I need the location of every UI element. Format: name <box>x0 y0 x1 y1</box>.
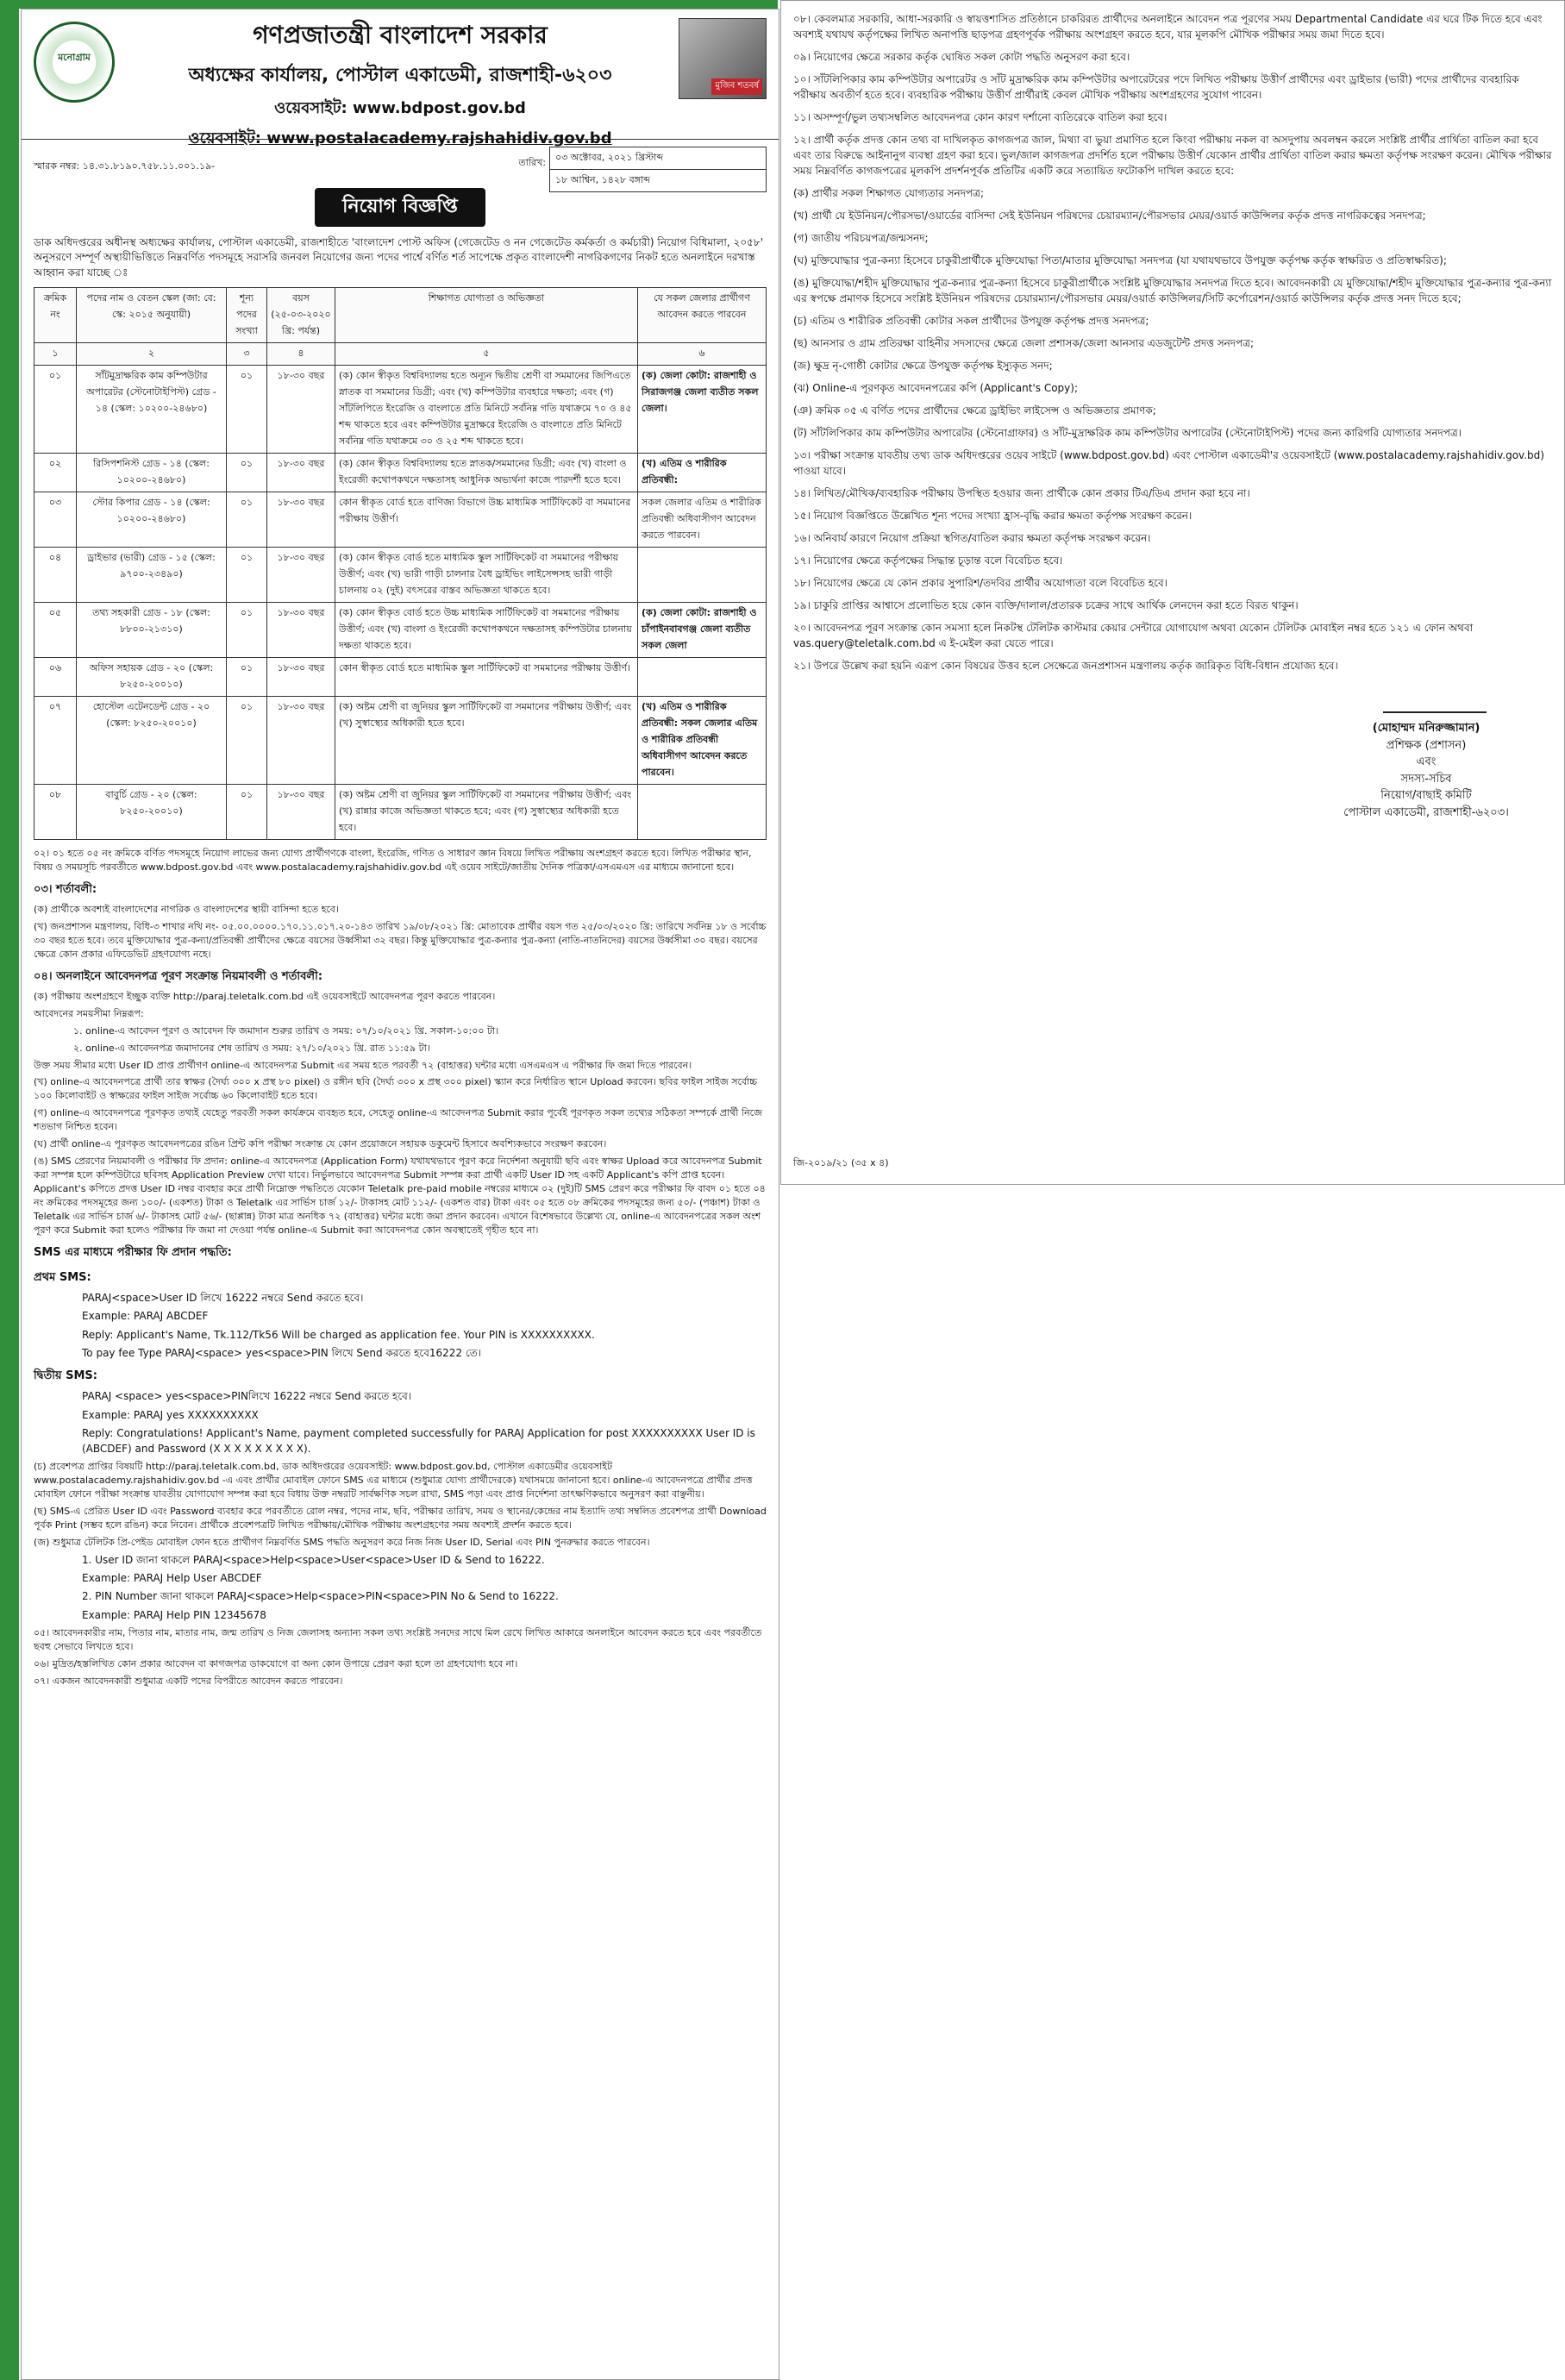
recovery-line2: 2. PIN Number জানা থাকলে PARAJ<space>Help<space>PIN<space>PIN No & Send to 16222. <box>82 1590 559 1603</box>
signatory-title-2: এবং <box>1416 755 1437 768</box>
deadline-end: ২. online-এ আবেদনপত্র জমাদানের শেষ তারিখ ও সময়: ২৭/১০/২০২১ খ্রি. রাত ১১:৫৯ টা। <box>73 1042 430 1054</box>
sms1-title: প্রথম SMS: <box>34 1270 91 1284</box>
table-row: ০৭ হোস্টেল এটেনডেন্ট গ্রেড - ২০ (স্কেল: ৮২৫০-২০০১০) ০১ ১৮-৩০ বছর (ক) অষ্টম শ্রেণী বা জুনিয়র স্কুল সার্টিফিকেট বা সমমানের পরীক্ষায় উত্তীর্ণ; এবং (খ) সুস্বাস্থ্যের অধিকারী হতে হবে। (খ) এতিম ও শারীরিক প্রতিবন্ধী: সকল জেলার এতিম ও শারীরিক প্রতিবন্ধী অধিবাসীগণ আবেদন করতে পারবেন। <box>34 697 767 785</box>
clause-21: ২১। উপরে উল্লেখ করা হয়নি এরূপ কোন বিষয়ের উত্তব হলে সেক্ষেত্রে জনপ্রশাসন মন্ত্রণালয় কর্তৃক জারিকৃত বিধি-বিধান প্রযোজ্য হবে। <box>793 660 1338 672</box>
clause-03-b: (খ) জনপ্রশাসন মন্ত্রণালয়, বিধি-৩ শাখার নথি নং- ০৫.০০.০০০০.১৭০.১১.০১৭.২০-১৪৩ তারিখ ১৯/০৮/২০২১ খ্রি: মোতাবেক প্রার্থীর বয়স গত ২৫/০৩/২০২০ খ্রি: তারিখে সর্বনিম্ন ১৮ ও সর্বোচ্চ ৩০ বছর হতে হবে। তবে মুক্তিযোদ্ধার পুত্র-কন্যা/প্রতিবন্ধী প্রার্থীদের ক্ষেত্রে বয়সের উর্ধ্বসীমা ৩২ বছর। কিন্তু মুক্তিযোদ্ধার পুত্র-কন্যার পুত্র-কন্যা (নাতি-নাতনিদের) বয়সের উর্ধ্বসীমা ৩০ বছর। বয়সের ক্ষেত্রে কোন প্রকার এফিডেভিট গ্রহণযোগ্য নহে। <box>34 920 767 960</box>
government-emblem-icon: মনোগ্রাম <box>34 22 115 103</box>
clause-19: ১৯। চাকুরি প্রাপ্তির আশ্বাসে প্রলোভিত হয়ে কোন ব্যক্তি/দালাল/প্রতারক চক্রের সাথে আর্থিক লেনদেন করা হতে বিরত থাকুন। <box>793 599 1299 611</box>
clause-17: ১৭। নিয়োগের ক্ষেত্রে কর্তৃপক্ষের সিদ্ধান্ত চূড়ান্ত বলে বিবেচিত হবে। <box>793 554 1063 567</box>
clause-04-ch: (চ) প্রবেশপত্র প্রাপ্তির বিষয়টি http://paraj.teletalk.com.bd, ডাক অধিদপ্তরের ওয়েবসাইট: www.bdpost.gov.bd, পোস্টাল একাডেমীর ওয়েবসাইট www.postalacademy.rajshahidiv.gov.bd -এ এবং প্রার্থীর মোবাইল ফোনে SMS এর মাধ্যমে (শুধুমাত্র যোগ্য প্রার্থীদেরকে) যথাসময়ে জানানো হবে। online-এ আবেদনপত্রে প্রার্থীর প্রদত্ত মোবাইল ফোনে পরীক্ষা সংক্রান্ত যাবতীয় যোগাযোগ সম্পন্ন করা হবে বিধায় উক্ত নম্বরটি সার্বক্ষণিক সচল রাখা, SMS পড়া এবং প্রাপ্ত নির্দেশনা তাৎক্ষণিকভাবে অনুসরণ করা বাঞ্ছনীয়। <box>34 1460 753 1500</box>
clause-04-a: (ক) পরীক্ষায় অংশগ্রহণে ইচ্ছুক ব্যক্তি http://paraj.teletalk.com.bd এই ওয়েবসাইটে আবেদনপত্র পূরণ করতে পারবেন। <box>34 990 496 1002</box>
clause-18: ১৮। নিয়োগের ক্ষেত্রে যে কোন প্রকার সুপারিশ/তদবির প্রার্থীর অযোগ্যতা বলে বিবেচিত হবে। <box>793 577 1167 589</box>
doc-cha: (চ) এতিম ও শারীরিক প্রতিবন্ধী কোটার সকল প্রার্থীদের উপযুক্ত কর্তৃপক্ষ প্রদত্ত সনদপত্র; <box>793 315 1149 327</box>
sms-method-title: SMS এর মাধ্যমে পরীক্ষার ফি প্রদান পদ্ধতি: <box>34 1245 232 1259</box>
deadline-start: ১. online-এ আবেদন পূরণ ও আবেদন ফি জমাদান শুরুর তারিখ ও সময়: ০৭/১০/২০২১ খ্রি. সকাল-১০:০০ টা। <box>73 1024 499 1037</box>
clause-04-b: (খ) online-এ আবেদনপত্রে প্রার্থী তার স্বাক্ষর (দৈর্ঘ্য ৩০০ x প্রস্থ ৮০ pixel) ও রঙ্গীন ছবি (দৈর্ঘ্য ৩০০ x প্রস্থ ৩০০ pixel) স্ক্যান করে নির্ধারিত স্থানে Upload করবেন। ছবির ফাইল সাইজ সর্বোচ্চ ১০০ কিলোবাইট ও স্বাক্ষরের ফাইল সাইজ সর্বোচ্চ ৬০ কিলোবাইট হতে হবে। <box>34 1076 758 1102</box>
table-row: ০২ রিসিপশনিস্ট গ্রেড - ১৪ (স্কেল: ১০২০০-২৪৬৮০) ০১ ১৮-৩০ বছর (ক) কোন স্বীকৃত বিশ্ববিদ্যালয় হতে স্নাতক/সমমানের ডিগ্রী; এবং (খ) বাংলা ও ইংরেজী কথোপকথনে দক্ষতাসহ আধুনিক অভ্যর্থনা কাজে পারদর্শী হতে হবে। (খ) এতিম ও শারীরিক প্রতিবন্ধী: <box>34 454 767 492</box>
top-border-strip <box>19 0 778 9</box>
sms1-line2: Example: PARAJ ABCDEF <box>82 1310 209 1323</box>
doc-ta: (ট) সাঁটলিপিকার কাম কম্পিউটার অপারেটর (স্টেনোগ্রাফার) ও সাঁট-মুদ্রাক্ষরিক কাম কম্পিউটার অপারেটর (স্টেনোটাইপিস্ট) পদের জন্য কারিগরি যোগ্যতার সনদপত্র। <box>793 427 1462 439</box>
signatory-name: (মোহাম্মদ মনিরুজ্জামান) <box>1372 722 1480 735</box>
table-header-row <box>34 288 767 343</box>
notice-page-right <box>780 0 1565 1185</box>
col-qualification: শিক্ষাগত যোগ্যতা ও অভিজ্ঞতা <box>335 288 638 343</box>
clause-20: ২০। আবেদনপত্র পূরণ সংক্রান্ত কোন সমস্যা হলে নিকটস্থ টেলিটক কাস্টমার কেয়ার সেন্টারে যোগাযোগ অথবা যেকোন টেলিটক মোবাইল নম্বর হতে ১২১ এ ফোন অথবা vas.query@teletalk.com.bd এ ই-মেইল করা যেতে পারে। <box>793 622 1474 649</box>
doc-nya: (ঞ) ক্রমিক ০৫ এ বর্ণিত পদের প্রার্থীদের ক্ষেত্রে ড্রাইভিং লাইসেন্স ও অভিজ্ঞতার প্রমাণক; <box>793 404 1156 416</box>
doc-ga: (গ) জাতীয় পরিচয়পত্র/জন্মসনদ; <box>793 232 929 244</box>
recovery-line2-example: Example: PARAJ Help PIN 12345678 <box>82 1608 266 1621</box>
clause-10: ১০। সাঁটলিপিকার কাম কম্পিউটার অপারেটর ও সাঁট মুদ্রাক্ষরিক কাম কম্পিউটার অপারেটরের পদে লিখিত পরীক্ষায় উত্তীর্ণ প্রার্থীদের এবং ড্রাইভার (ভারী) পদের প্রার্থীদের ব্যবহারিক পরীক্ষায় অবতীর্ণ হতে হবে। ব্যবহারিক পরীক্ষায় উত্তীর্ণ প্রার্থীরাই কেবল মৌখিক পরীক্ষায় অংশগ্রহণের সুযোগ পাবেন। <box>793 73 1519 101</box>
clause-04-e: (ঙ) SMS প্রেরণের নিয়মাবলী ও পরীক্ষার ফি প্রদান: online-এ আবেদনপত্র (Application Form) যথাযথভাবে পূরণ করে নির্দেশনা অনুযায়ী ছবি এবং স্বাক্ষর Upload করে আবেদনপত্র Submit করা সম্পন্ন হলে কম্পিউটারে ছবিসহ Application Preview দেখা যাবে। নির্ভুলভাবে আবেদনপত্র Submit সম্পন্ন করা প্রার্থী একটি User ID সহ একটি Applicant's কপি প্রাপ্ত হবেন। Applicant's কপিতে প্রদত্ত User ID নম্বর ব্যবহার করে প্রার্থী নিম্নোক্ত পদ্ধতিতে যেকোন Teletalk pre-paid mobile নম্বরের মাধ্যমে ০২ (দুই)টি SMS প্রেরণ করে পরীক্ষার ফি বাবদ ০১ হতে ০৪ নং ক্রমিকের পদসমূহের জন্য ১০০/- (একশত) টাকা ও Teletalk এর সার্ভিস চার্জ ১২/- টাকাসহ মোট ১১২/- (একশত বার) টাকা এবং ০৫ হতে ০৮ ক্রমিকের পদসমূহের জন্য ৫০/- (পঞ্চাশ) টাকা ও Teletalk এর সার্ভিস চার্জ ৬/- টাকাসহ মোট ৫৬/- (ছাপ্পান্ন) টাকা মাত্র অনধিক ৭২ (বাহাত্তর) ঘন্টার মধ্যে জমা প্রদান করবেন। এখানে বিশেষভাবে উল্লেখ্য যে, online-এ আবেদনপত্রের সকল অংশ পূরণ করে Submit করা হলেও পরীক্ষার ফি জমা না দেওয়া পর্যন্ত online-এ Submit করা আবেদনপত্র কোন অবস্থাতেই গৃহীত হবে না। <box>34 1156 766 1236</box>
clause-02: ০২। ০১ হতে ০৫ নং ক্রমিকে বর্ণিত পদসমূহে নিয়োগ লাভের জন্য যোগ্য প্রার্থীগণকে বাংলা, ইংরেজি, গণিত ও সাধারণ জ্ঞান বিষয়ে লিখিত পরীক্ষায় অংশগ্রহণ করতে হবে। লিখিত পরীক্ষার স্থান, বিষয় ও সময়সূচি পরবর্তীতে www.bdpost.gov.bd এবং www.postalacademy.rajshahidiv.gov.bd এই ওয়েব সাইটে/জাতীয় দৈনিক পত্রিকা/এসএমএস এর মাধ্যমে জানানো হবে। <box>34 848 752 874</box>
doc-kha: (খ) প্রার্থী যে ইউনিয়ন/পৌরসভা/ওয়ার্ডের বাসিন্দা সেই ইউনিয়ন পরিষদের চেয়ারম্যান/পৌরসভার মেয়র/ওয়ার্ড কাউন্সিলর কর্তৃক প্রদত্ত নাগরিকত্বের সনদপত্র; <box>793 210 1426 222</box>
table-row: ০৪ ড্রাইভার (ভারী) গ্রেড - ১৫ (স্কেল: ৯৭০০-২৩৪৯০) ০১ ১৮-৩০ বছর (ক) কোন স্বীকৃত বোর্ড হতে মাধ্যমিক স্কুল সার্টিফিকেট বা সমমানের পরীক্ষায় উত্তীর্ণ; এবং (খ) ভারী গাড়ী চালনার বৈধ ড্রাইভিং লাইসেন্সসহ ভারী গাড়ী চালনায় ০২ (দুই) বৎসরের বাস্তব অভিজ্ঞতা থাকতে হবে। <box>34 548 767 603</box>
deadline-title: আবেদনের সময়সীমা নিম্নরূপ: <box>34 1007 144 1019</box>
clause-05: ০৫। আবেদনকারীর নাম, পিতার নাম, মাতার নাম, জন্ম তারিখ ও নিজ জেলাসহ অন্যান্য সকল তথ্য সংশ্লিষ্ট সনদের সাথে মিল রেখে লিখিত আকারে অনলাইনে আবেদন করতে হবে এবং পরবর্তীতে ছবহু সেভাবে লিখতে হবে। <box>34 1627 762 1653</box>
mujib-year-badge: মুজিব শতবর্ষ <box>711 78 762 95</box>
col-post: পদের নাম ও বেতন স্কেল (জা: বে: স্কে: ২০১৫ অনুযায়ী) <box>77 288 227 343</box>
table-index-row: ১ ২ ৩ ৪ ৫ ৬ <box>34 343 767 366</box>
doc-ka: (ক) প্রার্থীর সকল শিক্ষাগত যোগ্যতার সনদপত্র; <box>793 187 985 199</box>
clause-09: ০৯। নিয়োগের ক্ষেত্রে সরকার কর্তৃক ঘোষিত সকল কোটা পদ্ধতি অনুসরণ করা হবে। <box>793 51 1130 63</box>
doc-jha: (ঝ) Online-এ পূরণকৃত আবেদনপত্রের কপি (Applicant's Copy); <box>793 382 1078 394</box>
clause-14: ১৪। লিখিত/মৌখিক/ব্যবহারিক পরীক্ষায় উপস্থিত হওয়ার জন্য প্রার্থীকে কোন প্রকার টিএ/ডিএ প্রদান করা হবে না। <box>793 487 1250 499</box>
signature-block <box>781 677 1564 824</box>
website-line-1: ওয়েবসাইট: www.bdpost.gov.bd <box>274 99 526 117</box>
clause-16: ১৬। অনিবার্য কারণে নিয়োগ প্রক্রিয়া স্থগিত/বাতিল করার ক্ষমতা কর্তৃপক্ষ সংরক্ষণ করেন। <box>793 532 1151 544</box>
clause-12: ১২। প্রার্থী কর্তৃক প্রদত্ত কোন তথ্য বা দাখিলকৃত কাগজপত্র জাল, মিথ্যা বা ভুয়া প্রমাণিত হলে কিংবা পরীক্ষায় নকল বা অসদুপায় অবলম্বন করলে সংশ্লিষ্ট প্রার্থীর প্রার্থিতা বাতিল করা হবে এবং তার বিরুদ্ধে আইনানুগ ব্যবস্থা গ্রহণ করা হবে। ভুল/জাল কাগজপত্র প্রদর্শিত হলে পরীক্ষায় উত্তীর্ণ যেকোন প্রার্থীর প্রার্থিতা বাতিল করার ক্ষমতা কর্তৃপক্ষ সংরক্ষণ করেন। মৌখিক পরীক্ষার সময় নিম্নবর্ণিত কাগজপত্রের মূলকপি প্রদর্শনপূর্বক প্রতিটির একটি করে সত্যায়িত ফটোকপি দাখিল করতে হবে: <box>793 134 1552 177</box>
sms2-line2: Example: PARAJ yes XXXXXXXXXX <box>82 1408 259 1421</box>
portrait-image <box>679 18 767 99</box>
doc-ja: (জ) ক্ষুদ্র নৃ-গোষ্ঠী কোটার ক্ষেত্রে উপযুক্ত কর্তৃপক্ষ ইস্যুকৃত সনদ; <box>793 360 1053 372</box>
left-border-strip <box>0 0 19 2380</box>
doc-uma: (ঙ) মুক্তিযোদ্ধা/শহীদ মুক্তিযোদ্ধার পুত্র-কন্যার পুত্র-কন্যা হিসেবে চাকুরীপ্রার্থীকে সংশ্লিষ্ট মুক্তিযোদ্ধার সনদপত্র দিতে হবে। আবেদনকারী যে মুক্তিযোদ্ধা/শহীদ মুক্তিযোদ্ধার পুত্র-কন্যার পুত্র-কন্যা এর স্বপক্ষে প্রমাণক হিসেবে সংশ্লিষ্ট ইউনিয়ন পরিষদের চেয়ারম্যান/পৌরসভার মেয়র/ওয়ার্ড কাউন্সিলর/সিটি কর্পোরেশন/ওয়ার্ড কাউন্সিলর কর্তৃক প্রদত্ত সনদ দিতে হবে; <box>793 277 1552 304</box>
clause-04-c: (গ) online-এ আবেদনপত্রে পূরণকৃত তথ্যই যেহেতু পরবর্তী সকল কার্যক্রমে ব্যবহৃত হবে, সেহেতু online-এ আবেদনপত্র Submit করার পূর্বেই পূরণকৃত সকল তথ্যের সঠিকতা সম্পর্কে প্রার্থী নিজে শতভাগ নিশ্চিত হবেন। <box>34 1107 762 1133</box>
clause-15: ১৫। নিয়োগ বিজ্ঞপ্তিতে উল্লেখিত শূন্য পদের সংখ্যা হ্রাস-বৃদ্ধি করার ক্ষমতা কর্তৃপক্ষ সংরক্ষণ করেন। <box>793 510 1193 522</box>
clause-04-d: (ঘ) প্রার্থী online-এ পূরণকৃত আবেদনপত্রের রঙিন প্রিন্ট কপি পরীক্ষা সংক্রান্ত যে কোন প্রয়োজনে সহায়ক ডকুমেন্ট হিসাবে অবশ্যিকভাবে সংরক্ষণ করবেন। <box>34 1138 607 1150</box>
col-serial: ক্রমিক নং <box>34 288 77 343</box>
signatory-title-5: পোস্টাল একাডেমী, রাজশাহী-৬২০৩। <box>1343 805 1509 819</box>
doc-gha: (ঘ) মুক্তিযোদ্ধার পুত্র-কন্যা হিসেবে চাকুরীপ্রার্থীকে মুক্তিযোদ্ধা পিতা/মাতার মুক্তিযোদ্ধা সনদপত্র (যা যথাযথভাবে উপযুক্ত কর্তৃপক্ষ কর্তৃক স্বাক্ষরিত ও প্রতিস্বাক্ষরিত); <box>793 254 1447 266</box>
clause-08: ০৮। কেবলমাত্র সরকারি, আধা-সরকারি ও স্বায়ত্তশাসিত প্রতিষ্ঠানে চাকরিরত প্রার্থীদের অনলাইনে আবেদন পত্র পূরণের সময় Departmental Candidate এর ঘরে টিক দিতে হবে এবং অবশ্যই যথাযথ কর্তৃপক্ষের লিখিত অনাপত্তি ছাড়পত্র গ্রহণপূর্বক পরীক্ষায় অংশগ্রহণ করতে হবে, যার মূলকপি মৌখিক পরীক্ষার সময় জমা দিতে হবে। <box>793 13 1543 41</box>
signatory <box>1305 720 1547 821</box>
table-row: ০৫ তথ্য সহকারী গ্রেড - ১৮ (স্কেল: ৮৮০০-২১৩১০) ০১ ১৮-৩০ বছর (ক) কোন স্বীকৃত বোর্ড হতে উচ্চ মাধ্যমিক সার্টিফিকেট বা সমমানের পরীক্ষায় উত্তীর্ণ; এবং (খ) বাংলা ও ইংরেজী কথোপকথনে দক্ষতাসহ কম্পিউটার চালনায় দক্ষতা থাকতে হবে। (ক) জেলা কোটা: রাজশাহী ও চাঁপাইনবাবগঞ্জ জেলা ব্যতীত সকল জেলা <box>34 603 767 658</box>
doc-chha: (ছ) আনসার ও গ্রাম প্রতিরক্ষা বাহিনীর সদস্যদের ক্ষেত্রে জেলা প্রশাসক/জেলা আনসার এডজুটেন্ট প্রদত্ত সনদপত্র; <box>793 337 1255 349</box>
sms2-line1: PARAJ <space> yes<space>PINলিখে 16222 নম্বরে Send করতে হবে। <box>82 1390 412 1403</box>
clause-03-title: ০৩। শর্তাবলী: <box>34 883 97 897</box>
table-row: ০৮ বাবুর্চি গ্রেড - ২০ (স্কেল: ৮২৫০-২০০১০) ০১ ১৮-৩০ বছর (ক) অষ্টম শ্রেণী বা জুনিয়র স্কুল সার্টিফিকেট বা সমমানের পরীক্ষায় উত্তীর্ণ; এবং (খ) রান্নার কাজে অভিজ্ঞতা থাকতে হবে; এবং (গ) সুস্বাস্থ্যের অধিকারী হতে হবে। <box>34 785 767 840</box>
clause-03-a: (ক) প্রার্থীকে অবশ্যই বাংলাদেশের নাগরিক ও বাংলাদেশের স্থায়ী বাসিন্দা হতে হবে। <box>34 904 339 916</box>
date-gregorian: ০৩ অক্টোবর, ২০২১ খ্রিস্টাব্দ <box>550 147 766 170</box>
sms2-title: দ্বিতীয় SMS: <box>34 1369 97 1383</box>
letterhead <box>22 9 779 147</box>
intro-paragraph: ডাক অধিদপ্তরের অধীনস্থ অধ্যক্ষের কার্যালয়, পোস্টাল একাডেমী, রাজশাহীতে 'বাংলাদেশ পোস্ট অফিস (গেজেটেড ও নন গেজেটেড কর্মকর্তা ও কর্মচারী) নিয়োগ বিধিমালা, ২০৫৮' অনুসরণে সম্পূর্ণ অস্থায়ীভিত্তিতে নিম্নবর্ণিত পদসমূহে সরাসরি জনবল নিয়োগের জন্য পদের পার্শ্বে বর্ণিত শর্ত সাপেক্ষে প্রকৃত বাংলাদেশী নাগরিকগণের নিকট হতে অনলাইনে দরখাস্ত আহ্বান করা যাচ্ছে ঃ <box>34 236 764 279</box>
clause-06: ০৬। মুদ্রিত/হস্তলিখিত কোন প্রকার আবেদন বা কাগজপত্র ডাকযোগে বা অন্য কোন উপায়ে প্রেরণ করা হলে তা গ্রহণযোগ্য হবে না। <box>34 1657 518 1669</box>
date-label: তারিখ: <box>518 157 546 168</box>
col-count: শূন্য পদের সংখ্যা <box>227 288 267 343</box>
notice-page-left <box>21 9 779 2380</box>
recovery-line1: 1. User ID জানা থাকলে PARAJ<space>Help<space>User<space>User ID & Send to 16222. <box>82 1553 545 1566</box>
govt-title: গণপ্রজাতন্ত্রী বাংলাদেশ সরকার <box>253 21 548 49</box>
sms1-line4: To pay fee Type PARAJ<space> yes<space>PIN লিখে Send করতে হবে16222 তে। <box>82 1346 482 1359</box>
deadline-note: উক্ত সময় সীমার মধ্যে User ID প্রাপ্ত প্রার্থীগণ online-এ আবেদনপত্র Submit এর সময় হতে পরবর্তী ৭২ (বাহাত্তর) ঘন্টার মধ্যে এসএমএস এ পরীক্ষার ফি জমা দিতে পারবেন। <box>34 1059 692 1071</box>
col-district: যে সকল জেলার প্রার্থীগণ আবেদন করতে পারবেন <box>638 288 767 343</box>
memo-row <box>22 140 779 183</box>
date-bangla: ১৮ আশ্বিন, ১৪২৮ বঙ্গাব্দ <box>555 174 650 185</box>
signatory-title-4: নিয়োগ/বাছাই কমিটি <box>1380 789 1472 802</box>
recovery-line1-example: Example: PARAJ Help User ABCDEF <box>82 1571 262 1584</box>
vacancy-table <box>34 287 767 840</box>
print-code: জি-২০১৯/২১ (৩৫ x ৪) <box>793 1157 889 1168</box>
table-row: ০১ সাঁটমুদ্রাক্ষরিক কাম কম্পিউটার অপারেটর (স্টেনোটাইপিস্ট) গ্রেড - ১৪ (স্কেল: ১০২০০-২৪৬৮০) ০১ ১৮-৩০ বছর (ক) কোন স্বীকৃত বিশ্ববিদ্যালয় হতে অন্যূন দ্বিতীয় শ্রেণী বা সমমানের জিপিএতে স্নাতক বা সমমানের ডিগ্রী; এবং (খ) কম্পিউটার ব্যবহারে দক্ষতা; এবং (গ) সাঁটলিপিতে ইংরেজি ও বাংলাতে প্রতি মিনিটে সর্বনিম্ন গতি যথাক্রমে ৭০ ও ৪৫ শব্দ থাকতে হবে এবং কম্পিউটার মুদ্রাক্ষরে ইংরেজি ও বাংলাতে প্রতি মিনিটে সর্বনিম্ন গতি যথাক্রমে ৩০ ও ২৫ শব্দ থাকতে হবে। (ক) জেলা কোটা: রাজশাহী ও সিরাজগঞ্জ জেলা ব্যতীত সকল জেলা। <box>34 366 767 454</box>
clause-04-chh: (ছ) SMS-এ প্রেরিত User ID এবং Password ব্যবহার করে পরবর্তীতে রোল নম্বর, পদের নাম, ছবি, পরীক্ষার তারিখ, সময় ও স্থানের/কেন্দ্রের নাম ইত্যাদি তথ্য সম্বলিত প্রবেশপত্র প্রার্থী Download পূর্বক Print (সম্ভব হলে রঙিন) করে নিবেন। প্রার্থীকে প্রবেশপত্রটি লিখিত পরীক্ষায়/মৌখিক পরীক্ষায় অংশগ্রহণের সময় অবশ্যই প্রদর্শন করতে হবে। <box>34 1505 767 1531</box>
signature-mark <box>1383 686 1487 713</box>
website-line-2: ওয়েবসাইট: www.postalacademy.rajshahidiv.gov.bd <box>188 129 612 147</box>
clause-11: ১১। অসম্পূর্ণ/ভুল তথ্যসম্বলিত আবেদনপত্র কোন কারণ দর্শানো ব্যতিরেকে বাতিল করা হবে। <box>793 111 1167 123</box>
notice-title: নিয়োগ বিজ্ঞপ্তি <box>315 188 485 227</box>
sms1-line1: PARAJ<space>User ID লিখে 16222 নম্বরে Send করতে হবে। <box>82 1291 364 1304</box>
table-row: ০৬ অফিস সহায়ক গ্রেড - ২০ (স্কেল: ৮২৫০-২০০১০) ০১ ১৮-৩০ বছর কোন স্বীকৃত বোর্ড হতে মাধ্যমিক স্কুল সার্টিফিকেট বা সমমানের পরীক্ষায় উত্তীর্ণ। <box>34 658 767 697</box>
sms2-line3: Reply: Congratulations! Applicant's Name, payment completed successfully for PARAJ Application for post XXXXXXXXXX User ID is (ABCDEF) and Password (X X X X X X X X X). <box>82 1427 755 1455</box>
office-title: অধ্যক্ষের কার্যালয়, পোস্টাল একাডেমী, রাজশাহী-৬২০৩ <box>188 65 612 86</box>
clause-07: ০৭। একজন আবেদনকারী শুধুমাত্র একটি পদের বিপরীতে আবেদন করতে পারবেন। <box>34 1675 343 1687</box>
memo-ref: স্মারক নম্বর: ১৪.৩১.৮১৯০.৭৫৮.১১.০০১.১৯- <box>34 160 216 172</box>
clause-13: ১৩। পরীক্ষা সংক্রান্ত যাবতীয় তথ্য ডাক অধিদপ্তরের ওয়েব সাইটে (www.bdpost.gov.bd) এবং পোস্টাল একাডেমী'র ওয়েবসাইটে (www.postalacademy.rajshahidiv.gov.bd) পাওয়া যাবে। <box>793 449 1544 477</box>
table-row: ০৩ স্টোর কিপার গ্রেড - ১৪ (স্কেল: ১০২০০-২৪৬৮০) ০১ ১৮-৩০ বছর কোন স্বীকৃত বোর্ড হতে বাণিজ্য বিভাগে উচ্চ মাধ্যমিক সার্টিফিকেট বা সমমানের পরীক্ষায় উত্তীর্ণ। সকল জেলার এতিম ও শারীরিক প্রতিবন্ধী অধিবাসীগণ আবেদন করতে পারবেন। <box>34 492 767 548</box>
clause-04-title: ০৪। অনলাইনে আবেদনপত্র পূরণ সংক্রান্ত নিয়মাবলী ও শর্তাবলী: <box>34 969 323 983</box>
clause-04-j: (জ) শুধুমাত্র টেলিটক প্রি-পেইড মোবাইল ফোন হতে প্রার্থীগণ নিম্নবর্ণিত SMS পদ্ধতি অনুসরণ করে নিজ নিজ User ID, Serial এবং PIN পুনরুদ্ধার করতে পারবেন। <box>34 1536 650 1548</box>
sms1-line3: Reply: Applicant's Name, Tk.112/Tk56 Will be charged as application fee. Your PIN is XXXXXXXXXX. <box>82 1328 595 1341</box>
col-age: বয়স (২৫-০৩-২০২০ খ্রি: পর্যন্ত) <box>267 288 335 343</box>
signatory-title-3: সদস্য-সচিব <box>1400 772 1452 786</box>
signatory-title-1: প্রশিক্ষক (প্রশাসন) <box>1386 738 1467 752</box>
date-box <box>549 147 767 192</box>
